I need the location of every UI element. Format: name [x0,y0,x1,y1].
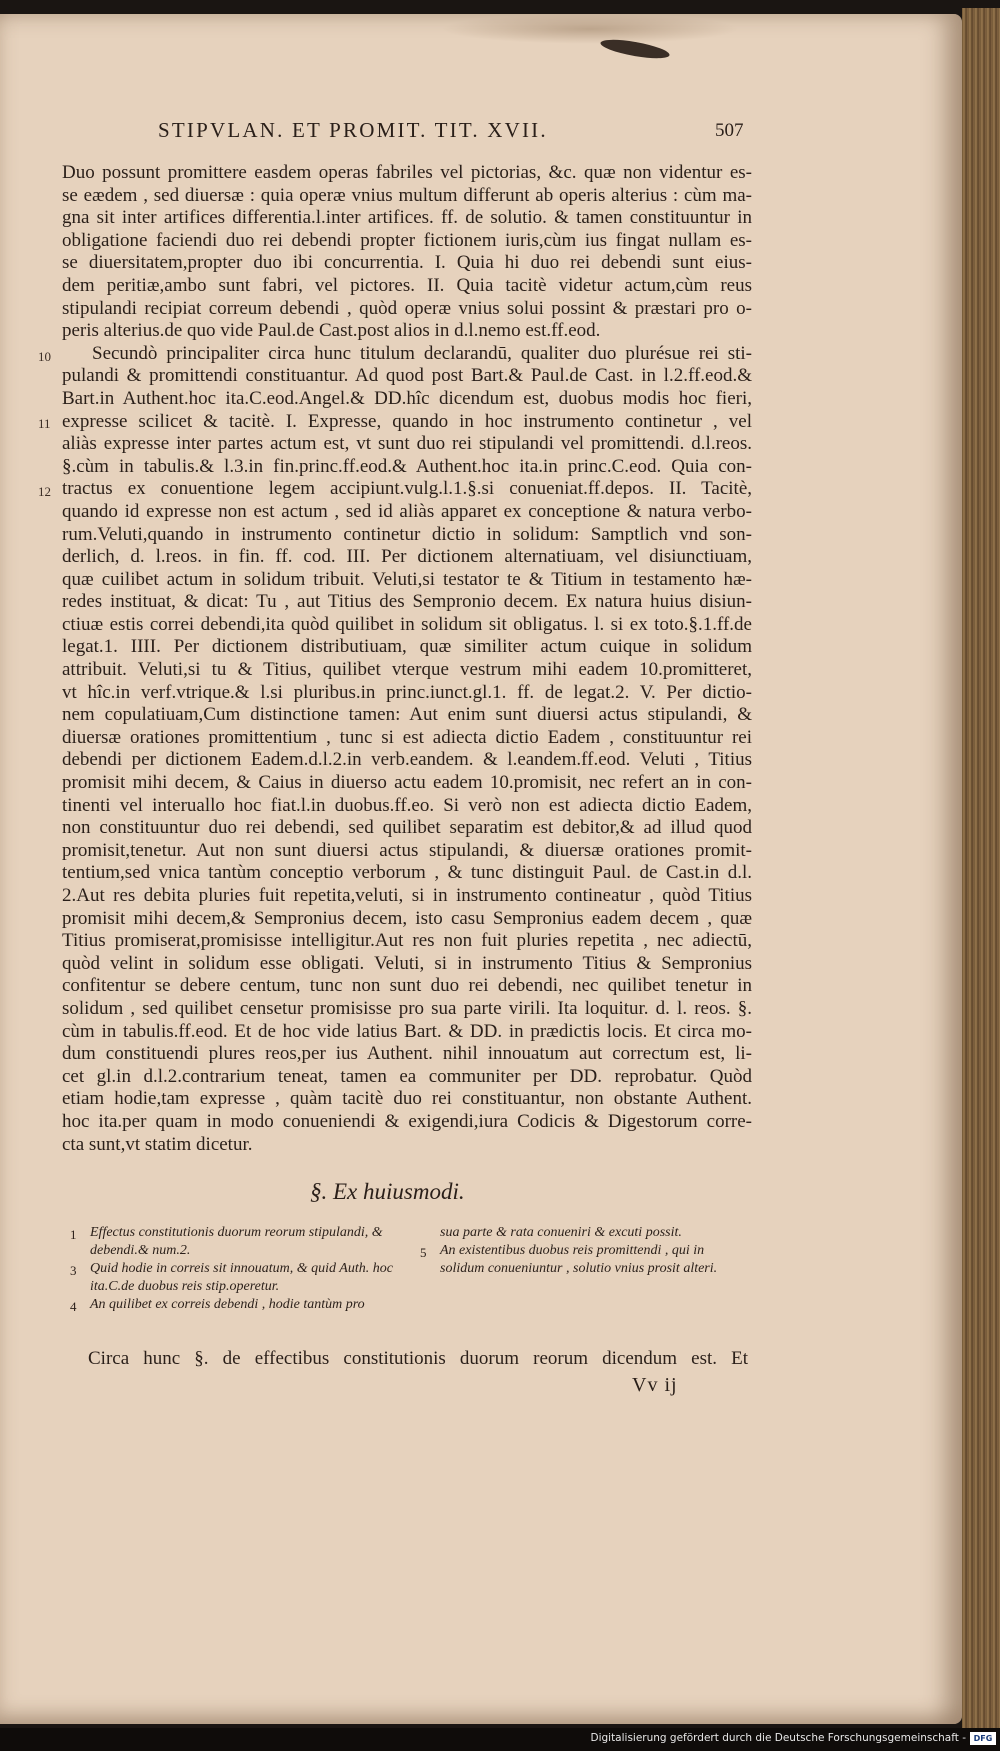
summary-item-text: Effectus constitutionis duorum reorum stipulandi, & debendi.& num.2. [90,1225,383,1258]
text-line: etiam hodie,tam expresse , quàm tacitè duo rei constituantur, non obstante Authent. [62,1088,752,1110]
margin-number: 11 [38,416,51,431]
text-line: dem peritiæ,ambo sunt fabri, vel pictores. II. Quia tacitè videtur actum,cùm reus [62,274,752,296]
summary-item [70,1296,400,1314]
text-line: se eædem , sed diuersæ : quia operæ vnius multum differunt ab operis alterius : cùm ma- [62,184,752,206]
book-fore-edge [962,8,1000,1730]
text-line: quando id expresse non est actum , sed id aliàs apparet ex conceptione & natura verbo- [62,500,752,522]
text-line: derlich, d. l.reos. in fin. ff. cod. III. Per dictionem alternatiuam, vel disiunctiuam, [62,546,752,568]
dfg-logo: DFG [970,1732,996,1745]
summary-box [70,1224,760,1334]
text-line: Bart.in Authent.hoc ita.C.eod.Angel.& DD.hîc dicendum est, duobus modis hoc fieri, [62,387,752,409]
text-line: expresse scilicet & tacitè. I. Expresse, quando in hoc instrumento continetur , vel [62,410,752,432]
text-line: Duo possunt promittere easdem operas fabriles vel pictorias, &c. quæ non videntur es- [62,162,752,183]
text-line: 2.Aut res debita pluries fuit repetita,veluti, si in instrumento contineatur , quòd Titius [62,885,752,906]
summary-item [420,1242,750,1278]
closing-line: Circa hunc §. de effectibus constitutionis duorum reorum dicendum est. Et [88,1348,748,1369]
text-line: Titius promiserat,promisisse intelligitur.Aut res non fuit pluries repetita , nec adiectū, [62,930,752,952]
text-line: tinenti vel interuallo hoc fiat.l.in duobus.ff.eo. Si verò non est adiecta dictio Eadem, [62,794,752,816]
text-line: cta sunt,vt statim dicetur. [62,1133,253,1155]
margin-number: 10 [38,349,51,364]
summary-item [70,1224,400,1260]
book-page [0,14,962,1724]
footer-bar [0,1728,1000,1751]
summary-item-number: 4 [70,1299,77,1314]
text-line: stipulandi recipiat correum debendi , quòd operæ vnius solui possint & præstari pro o- [62,297,752,319]
margin-numbers [38,14,62,1014]
text-line: legat.1. IIII. Per dictionem distributiuam, quæ similiter actum cuique in solidum [62,636,752,658]
summary-item-text: An existentibus duobus reis promittendi , qui in solidum conueniuntur , solutio vnius prosit alteri. [440,1243,718,1276]
text-line: nem copulatiuam,Cum distinctione tamen: Aut enim sunt diuersi actus stipulandi, & [62,704,752,726]
text-line: promisit,tenetur. Aut non sunt diuersi actus stipulandi, & diuersæ orationes promit- [62,839,752,861]
text-line: redes instituat, & dicat: Tu , aut Titius des Sempronio decem. Ex natura huius disiun- [62,591,752,613]
text-line: Secundò principaliter circa hunc titulum declarandū, qualiter duo plurésue rei sti- [92,342,752,364]
text-line: hoc ita.per quam in modo conueniendi & exigendi,iura Codicis & Digestorum corre- [62,1110,752,1132]
text-line: debendi per dictionem Eadem.d.l.2.in verb.eandem. & l.eandem.ff.eod. Veluti , Titius [62,749,752,771]
summary-item-text: An quilibet ex correis debendi , hodie tantùm pro [90,1297,365,1312]
text-line: quæ cuilibet actum in solidum tribuit. Veluti,si testator te & Titium in testamento hæ- [62,568,752,590]
text-line: promisit mihi decem, & Caius in diuerso actu eadem 10.promisit, nec refert an in con- [62,772,752,794]
text-line: cet gl.in d.l.2.contrarium teneat, tamen ea communiter per DD. reprobatur. Quòd [62,1065,752,1087]
page-stain [440,14,740,44]
summary-item [420,1224,750,1242]
text-line: ctiuæ estis correi debendi,ita quòd quilibet in solidum sit obligatus. l. si ex toto.§.1.ff.de [62,613,752,635]
text-line: solidum , sed quilibet censetur promisisse pro sua parte virili. Ita loquitur. d. l. reos. §. [62,997,752,1019]
text-line: confitentur se debere centum, tunc non sunt duo rei debendi, nec quilibet tenetur in [62,975,752,997]
text-line: promisit mihi decem,& Sempronius decem, isto casu Sempronius eadem decem , quæ [62,907,752,929]
summary-item-number: 3 [70,1263,77,1278]
summary-column-left [70,1224,400,1314]
signature-mark: Vv ij [632,1374,678,1396]
page-number: 507 [715,120,744,141]
footer-credit: Digitalisierung gefördert durch die Deutsche Forschungsgemeinschaft - [590,1732,966,1744]
margin-number: 12 [38,484,51,499]
text-line: se diuersitatem,propter duo ibi concurrentia. I. Quia hi duo rei debendi sunt eius- [62,252,752,274]
summary-item-number: 1 [70,1227,77,1242]
text-line: diuersæ orationes promittentium , tunc si est adiecta dictio Eadem , constituuntur rei [62,726,752,748]
running-head [0,118,860,158]
text-line: rum.Veluti,quando in instrumento continetur dictio in solidum: Samptlich vnd son- [62,523,752,545]
text-line: vt hîc.in verf.vtrique.& l.si pluribus.in princ.iunct.gl.1. ff. de legat.2. V. Per dictio- [62,681,752,703]
text-line: peris alterius.de quo vide Paul.de Cast.post alios in d.l.nemo est.ff.eod. [62,320,601,342]
text-line: non constituuntur duo rei debendi, sed quilibet separatim est debitor,& ad illud quod [62,817,752,839]
text-line: §.cùm in tabulis.& l.3.in fin.princ.ff.eod.& Authent.hoc ita.in princ.C.eod. Quia con- [62,455,752,477]
summary-item-text: sua parte & rata conueniri & excuti possit. [440,1225,682,1240]
summary-item-text: Quid hodie in correis sit innouatum, & quid Auth. hoc ita.C.de duobus reis stip.operetur. [90,1261,393,1294]
text-line: cùm in tabulis.ff.eod. Et de hoc vide latius Bart. & DD. in prædictis locis. Et circa mo- [62,1020,752,1042]
summary-item-number: 5 [420,1245,427,1260]
text-line: attribuit. Veluti,si tu & Titius, quilibet vterque vestrum mihi eadem 10.promitteret, [62,659,752,681]
section-heading: §. Ex huiusmodi. [310,1179,465,1204]
text-line: obligatione faciendi duo rei debendi propter fictionem iuris,cùm ius fingat nullam es- [62,229,752,251]
summary-item [70,1260,400,1296]
summary-column-right [420,1224,750,1278]
text-line: quòd velint in solidum esse obligati. Veluti, si in instrumento Titius & Sempronius [62,952,752,974]
body-text [62,162,752,1156]
text-line: gna sit inter artifices differentia.l.inter artifices. ff. de solutio. & tamen constituuntur in [62,207,752,229]
text-line: tractus ex conuentione legem accipiunt.vulg.l.1.§.si conueniat.ff.depos. II. Tacitè, [62,478,752,500]
text-line: aliàs expresse inter partes actum est, vt sunt duo rei stipulandi vel promittendi. d.l.reos. [62,433,752,455]
running-head-title: STIPVLAN. ET PROMIT. TIT. XVII. [158,118,548,142]
text-line: tentium,sed vnica tantùm conceptio verborum , & tunc distinguit Paul. de Cast.in d.l. [62,862,752,884]
text-line: dum constituendi plures reos,per ius Authent. nihil innouatum aut correctum est, li- [62,1043,752,1065]
text-line: pulandi & promittendi constituantur. Ad quod post Bart.& Paul.de Cast. in l.2.ff.eod.& [62,365,752,387]
